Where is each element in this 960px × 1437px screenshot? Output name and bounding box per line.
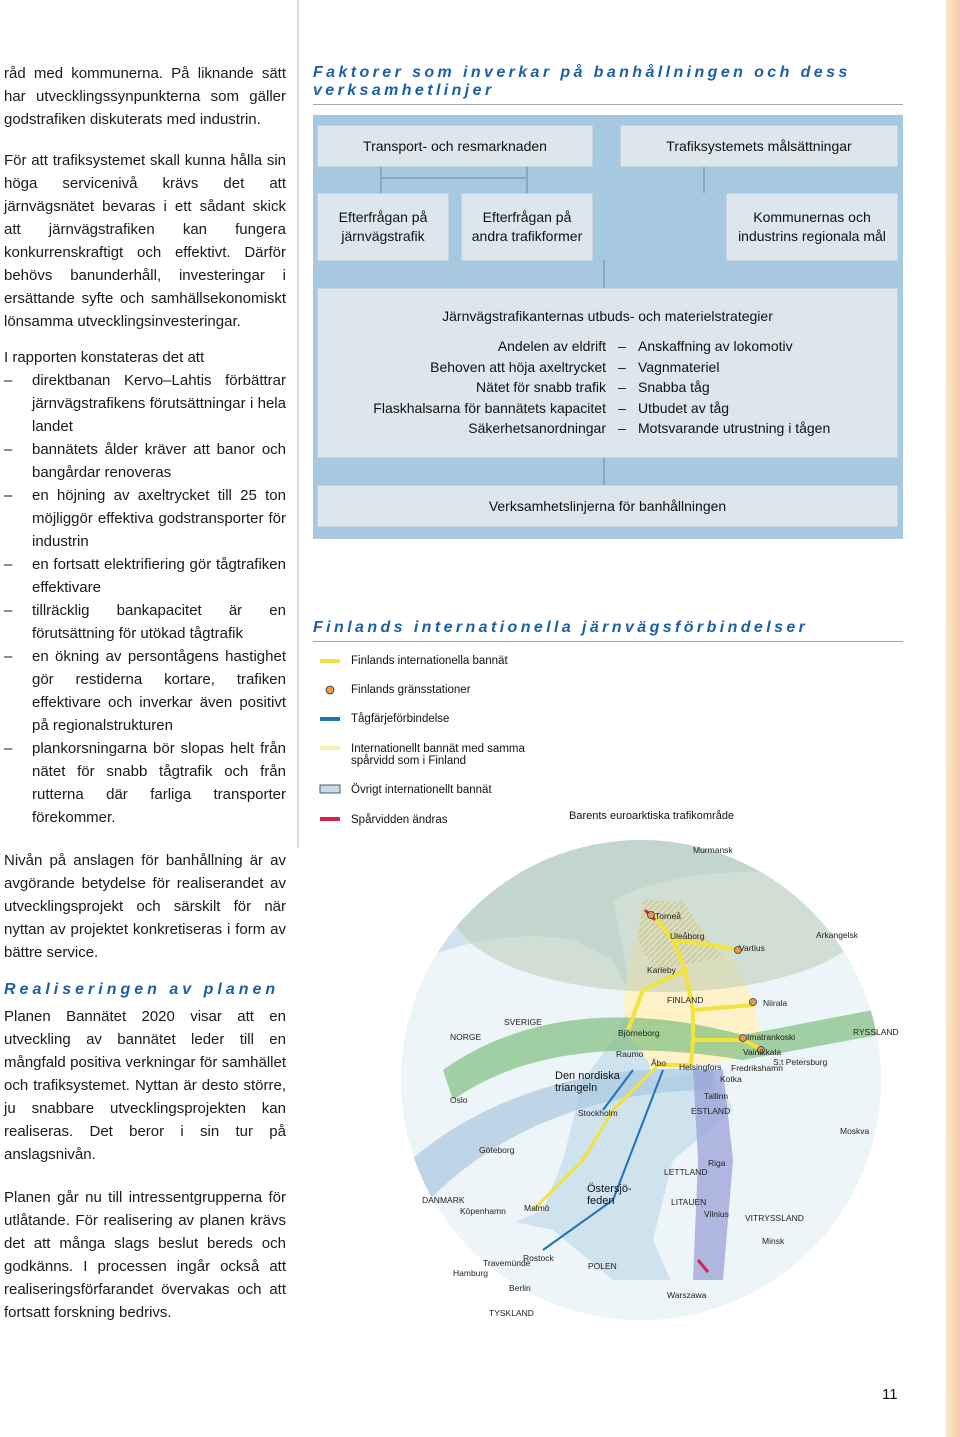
factors-diagram xyxy=(313,115,903,539)
map-label: Torneå xyxy=(655,911,681,921)
page-number: 11 xyxy=(882,1386,898,1403)
map-label: POLEN xyxy=(588,1261,617,1271)
findings-list xyxy=(4,369,286,829)
map-label: triangeln xyxy=(555,1082,598,1094)
map-label: Raumo xyxy=(616,1049,644,1059)
strategy-right-column xyxy=(638,336,898,439)
strategy-factor: Behoven att höja axeltrycket xyxy=(430,358,606,375)
connector-line xyxy=(603,260,605,288)
paragraph-6: Planen går nu till intressentgrupperna för utlåtande. För realisering av planen krävs det att många slags beslut bereds och godkänns. I processen ingår också att realiseringsförfarandet övervakas och att fortsatt forskning bedrivs. xyxy=(4,1189,286,1321)
legend-label: Finlands internationella bannät xyxy=(351,655,508,667)
map-label: VITRYSSLAND xyxy=(745,1213,804,1223)
list-item: – tillräcklig bankapacitet är en förutsättning för utökad tågtrafik xyxy=(4,599,286,645)
box-system-goals: Trafiksystemets målsättningar xyxy=(620,125,898,167)
paragraph-4: Nivån på anslagen för banhållning är av avgörande betydelse för realiserandet av utvecklingsprojekt och särskilt för när nyttan av projektet konkretiseras i form av bättre service. xyxy=(4,852,286,961)
map-label: Vilnius xyxy=(704,1209,729,1219)
box-demand-other: Efterfrågan på andra trafikformer xyxy=(461,193,593,261)
paragraph-3: I rapporten konstateras det att xyxy=(4,349,205,366)
strategy-measure: Utbudet av tåg xyxy=(638,399,730,416)
legend-label: Internationellt bannät med samma spårvidd som i Finland xyxy=(351,743,525,767)
map-label: FINLAND xyxy=(667,995,704,1005)
list-item: – plankorsningarna bör slopas helt från nätet för snabb tågtrafik och från rutterna där farliga transporter förekommer. xyxy=(4,737,286,829)
section-heading: Realiseringen av planen xyxy=(4,981,280,998)
map-label: Karleby xyxy=(647,965,676,975)
strategy-factor: Andelen av eldrift xyxy=(497,338,606,354)
connector-line xyxy=(603,457,605,485)
map-label: DANMARK xyxy=(422,1195,465,1205)
legend-label: Övrigt internationellt bannät xyxy=(351,784,492,796)
map-label: Uleåborg xyxy=(670,931,705,941)
paragraph-5: Planen Bannätet 2020 visar att en utveckling av bannätet leder till en mångfald positiva verkningar för samhället och trafiksystemet. Nyttan är desto större, ju snabbare utvecklingsprojekten kan realiseras. Det beror i sin tur på anslagsnivån. xyxy=(4,1008,286,1163)
map-label: Björneborg xyxy=(618,1028,660,1038)
box-transport-market: Transport- och resmarknaden xyxy=(317,125,593,167)
map-label: Niirala xyxy=(763,998,788,1008)
map-label: TYSKLAND xyxy=(489,1308,534,1318)
list-item: – en fortsatt elektrifiering gör tågtrafiken effektivare xyxy=(4,553,286,599)
connector-line xyxy=(703,165,705,193)
list-item: – en höjning av axeltrycket till 25 ton möjliggör effektiva godstransporter för industrin xyxy=(4,484,286,553)
strategy-measure: Motsvarande utrustning i tågen xyxy=(638,420,831,436)
map-label: ESTLAND xyxy=(691,1106,731,1116)
list-item: – bannätets ålder kräver att banor och bangårdar renoveras xyxy=(4,438,286,484)
column-divider xyxy=(297,0,299,848)
box-guidelines: Verksamhetslinjerna för banhållningen xyxy=(317,485,898,527)
map-label: LITAUEN xyxy=(671,1197,707,1207)
map-label: Berlin xyxy=(509,1283,531,1293)
legend-label: Tågfärjeförbindelse xyxy=(351,713,450,725)
legend-swatch-other xyxy=(320,785,340,793)
strategy-factor: Nätet för snabb trafik xyxy=(476,379,606,395)
list-item: – direktbanan Kervo–Lahtis förbättrar järnvägstrafikens förutsättningar i hela landet xyxy=(4,369,286,438)
map-label: S:t Petersburg xyxy=(773,1057,828,1067)
map-label: Moskva xyxy=(840,1126,870,1136)
map-label: Köpenhamn xyxy=(460,1206,506,1216)
left-text-column xyxy=(4,62,286,1337)
strategy-left-column xyxy=(318,336,606,439)
map-label: Vainikkala xyxy=(743,1047,782,1057)
paragraph-1: råd med kommunerna. På liknande sätt har utvecklingssynpunkterna som gäller godstrafiken diskuterats med industrin. xyxy=(4,65,286,128)
map-label: Åbo xyxy=(651,1058,667,1068)
map-label: Riga xyxy=(708,1158,726,1168)
map-label: Oslo xyxy=(450,1095,468,1105)
map-label: Minsk xyxy=(762,1236,785,1246)
map-label: Malmö xyxy=(524,1203,550,1213)
map-label: Stockholm xyxy=(578,1108,618,1118)
map-label: Imatrankoski xyxy=(747,1032,796,1042)
rail-map xyxy=(313,640,913,1340)
map-label: Travemünde xyxy=(483,1258,531,1268)
box-demand-rail: Efterfrågan på järnvägstrafik xyxy=(317,193,449,261)
map-label: Den nordiska xyxy=(555,1070,620,1082)
map-label: feden xyxy=(587,1195,615,1207)
map-label: Göteborg xyxy=(479,1145,515,1155)
legend-swatch-station xyxy=(326,686,334,694)
map-label: Vartius xyxy=(739,943,765,953)
connector-line xyxy=(380,165,382,193)
map-label: Murmansk xyxy=(693,845,733,855)
legend-label: Spårvidden ändras xyxy=(351,814,448,826)
box-regional-goals: Kommunernas och industrins regionala mål xyxy=(726,193,898,261)
map-title: Finlands internationella järnvägsförbindelser xyxy=(313,619,809,636)
diagram-title: Faktorer som inverkar på banhållningen och dess verksamhetlinjer xyxy=(313,64,851,99)
diagram-title-rule xyxy=(313,104,903,105)
list-item: – en ökning av persontågens hastighet gör restiderna kortare, trafiken effektivare och inverkar även positivt på regionalstrukturen xyxy=(4,645,286,737)
map-label: NORGE xyxy=(450,1032,482,1042)
map-label: Tallinn xyxy=(704,1091,729,1101)
map-label: Barents euroarktiska trafikområde xyxy=(569,810,735,822)
map-label: Östersjö- xyxy=(587,1183,632,1195)
legend-label: Finlands gränsstationer xyxy=(351,684,471,696)
strategy-title: Järnvägstrafikanternas utbuds- och materielstrategier xyxy=(442,308,773,324)
page-edge-strip xyxy=(946,0,960,1437)
map-label: Arkangelsk xyxy=(816,930,859,940)
strategy-measure: Anskaffning av lokomotiv xyxy=(638,338,793,354)
map-label: LETTLAND xyxy=(664,1167,708,1177)
strategy-factor: Flaskhalsarna för bannätets kapacitet xyxy=(373,399,606,416)
map-label: Helsingfors xyxy=(679,1062,722,1072)
map-label: Kotka xyxy=(720,1074,742,1084)
connector-line xyxy=(526,165,528,193)
paragraph-2: För att trafiksystemet skall kunna hålla sin höga servicenivå krävs det att järnvägsnätet bevaras i ett sådant skick att järnvägstrafiken kan fungera konkurrenskraftigt och effektivt. Därför behövs banunderhåll, investeringar i ersättande syfte och samhällsekonomiskt lönsamma utvecklingsinvesteringar. xyxy=(4,152,286,330)
connector-line xyxy=(380,177,528,179)
map-label: RYSSLAND xyxy=(853,1027,899,1037)
box-strategies xyxy=(317,288,898,458)
strategy-dashes: – – – – – xyxy=(618,338,626,436)
strategy-measure: Snabba tåg xyxy=(638,379,710,395)
strategy-measure: Vagnmateriel xyxy=(638,358,720,375)
map-label: Fredrikshamn xyxy=(731,1063,783,1073)
strategy-factor: Säkerhetsanordningar xyxy=(468,420,606,436)
map-label: Warszawa xyxy=(667,1290,707,1300)
map-label: Rostock xyxy=(523,1253,554,1263)
map-label: SVERIGE xyxy=(504,1017,542,1027)
map-label: Hamburg xyxy=(453,1268,488,1278)
